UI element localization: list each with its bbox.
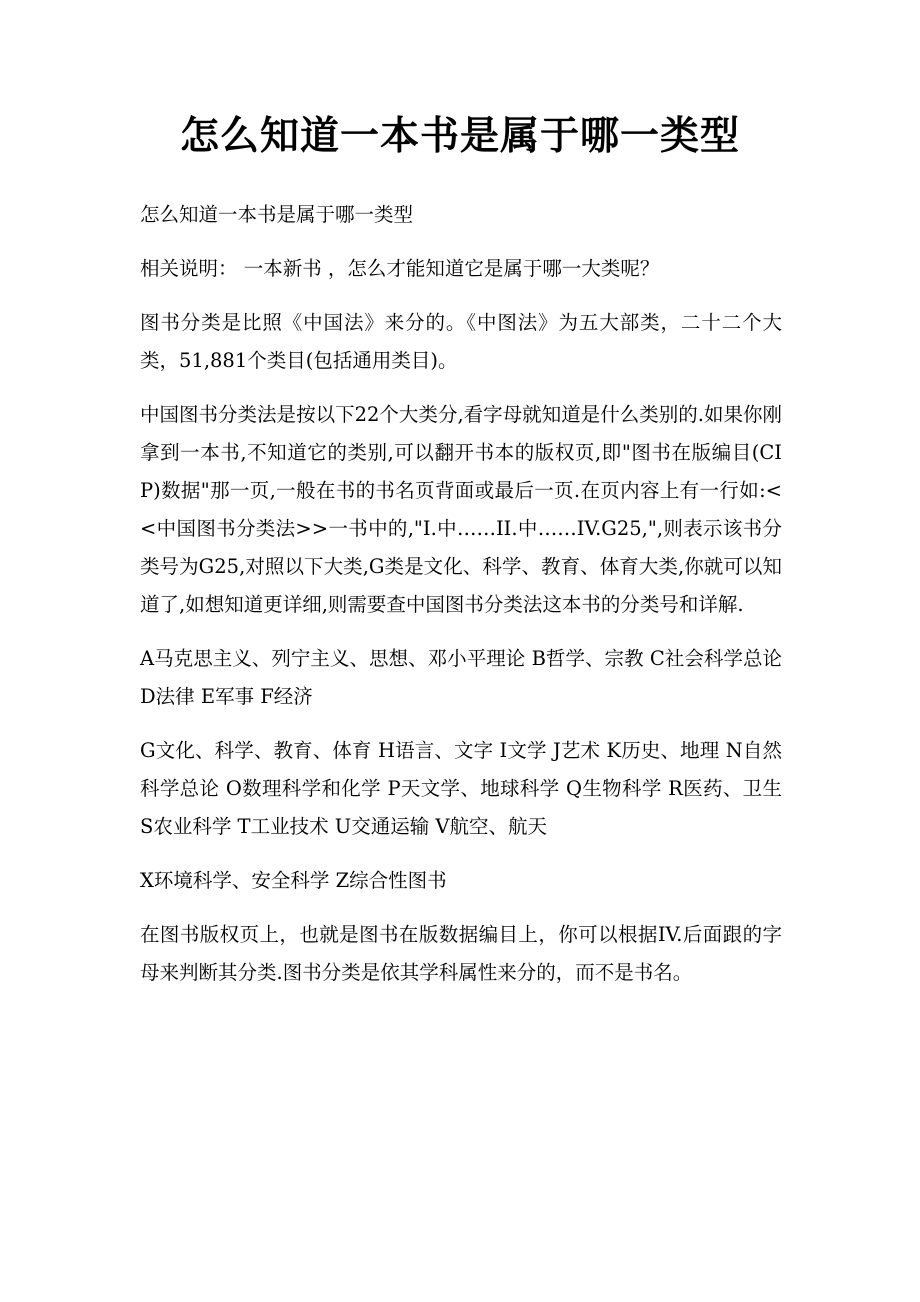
document-body [140,196,782,1008]
paragraph-categories-x-z: X环境科学、安全科学 Z综合性图书 [140,869,447,892]
document-title: 怎么知道一本书是属于哪一类型 [179,113,740,159]
paragraph-categories-g-v: G文化、科学、教育、体育 H语言、文字 I文学 J艺术 K历史、地理 N自然科学总论 O数理科学和化学 P天文学、地球科学 Q生物科学 R医药、卫生 S农业科学 T工业技术 U交通运输 V航空、航天 [140,739,782,838]
paragraph-categories-a-f: A马克思主义、列宁主义、思想、邓小平理论 B哲学、宗教 C社会科学总论 D法律 E军事 F经济 [140,647,782,708]
paragraph-how-to-find: 中国图书分类法是按以下22个大类分,看字母就知道是什么类别的.如果你刚拿到一本书,不知道它的类别,可以翻开书本的版权页,即"图书在版编目(CIP)数据"那一页,一般在书的书名页背面或最后一页.在页内容上有一行如:<<中国图书分类法>>一书中的,"I.中……II.中……IV.G25,",则表示该书分类号为G25,对照以下大类,G类是文化、科学、教育、体育大类,你就可以知道了,如想知道更详细,则需要查中国图书分类法这本书的分类号和详解. [140,403,782,616]
paragraph-description: 相关说明： 一本新书 ，怎么才能知道它是属于哪一大类呢？ [140,257,660,280]
paragraph-classification-basis: 图书分类是比照《中国法》来分的。《中图法》为五大部类，二十二个大类，51,881个类目(包括通用类目)。 [140,311,782,372]
paragraph-conclusion: 在图书版权页上，也就是图书在版数据编目上，你可以根据IV.后面跟的字母来判断其分类.图书分类是依其学科属性来分的，而不是书名。 [140,923,782,984]
paragraph-subtitle: 怎么知道一本书是属于哪一类型 [140,203,414,226]
